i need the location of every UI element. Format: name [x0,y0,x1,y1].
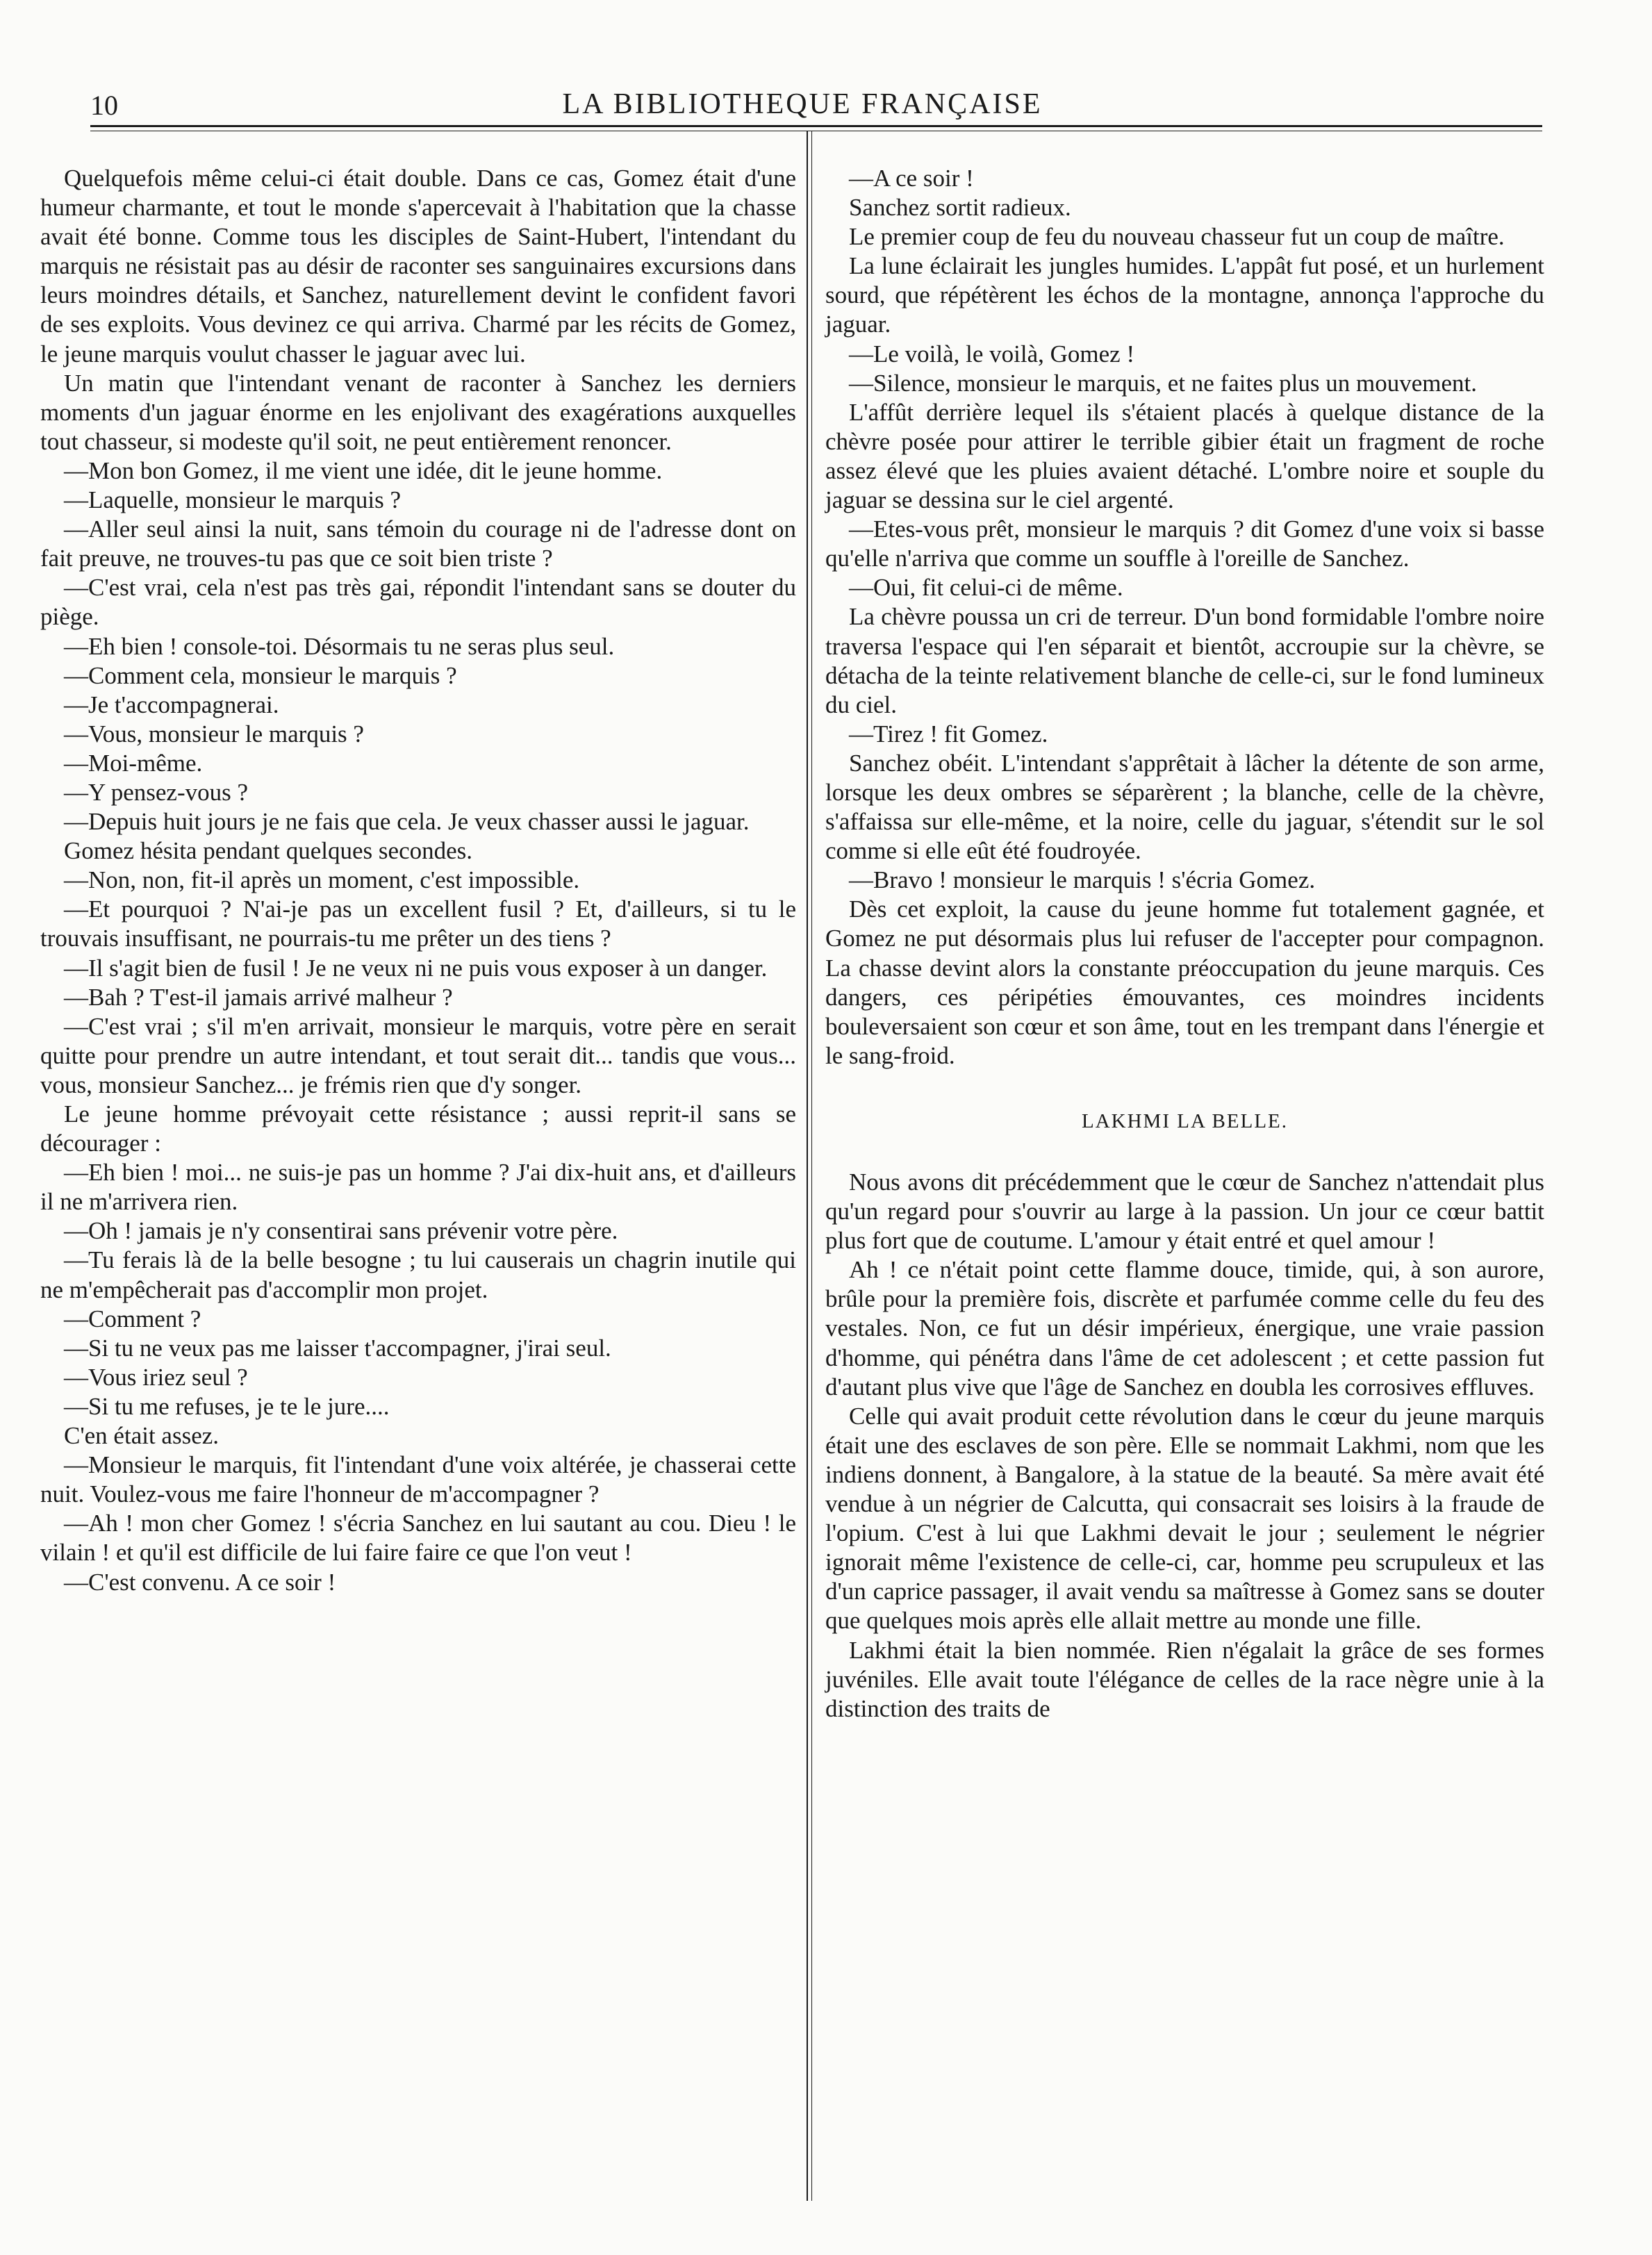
paragraph: La chèvre poussa un cri de terreur. D'un bond formidable l'ombre noire traversa l'espace qui l'en séparait et bientôt, accroupie sur la chèvre, se détacha de la teinte relativement blanche de celle-ci, sur le fond lumineux du ciel. [825,603,1544,718]
header-rule [90,125,1542,127]
paragraph: —Si tu me refuses, je te le jure.... [64,1392,390,1420]
paragraph: —Et pourquoi ? N'ai-je pas un excellent fusil ? Et, d'ailleurs, si tu le trouvais insuffisant, ne pourrais-tu me prêter un des tiens ? [40,895,796,952]
paragraph: —Oh ! jamais je n'y consentirai sans prévenir votre père. [64,1217,618,1245]
paragraph: —Aller seul ainsi la nuit, sans témoin du courage ni de l'adresse dont on fait preuve, ne trouves-tu pas que ce soit bien triste ? [40,515,796,572]
paragraph: —Tu ferais là de la belle besogne ; tu lui causerais un chagrin inutile qui ne m'empêcherait pas d'accomplir mon projet. [40,1246,796,1303]
paragraph: —C'est vrai, cela n'est pas très gai, répondit l'intendant sans se douter du piège. [40,574,796,631]
paragraph: Le premier coup de feu du nouveau chasseur fut un coup de maître. [849,223,1505,251]
paragraph: —Silence, monsieur le marquis, et ne faites plus un mouvement. [849,369,1477,397]
page-number: 10 [90,90,118,121]
running-title: LA BIBLIOTHEQUE FRANÇAISE [562,88,1043,120]
paragraph: —Comment cela, monsieur le marquis ? [64,661,457,689]
column-divider [807,131,808,2201]
paragraph: Quelquefois même celui-ci était double. Dans ce cas, Gomez était d'une humeur charmante, et tout le monde s'apercevait à l'habitation que la chasse avait été bonne. Comme tous les disciples de Saint-Hubert, l'intendant du marquis ne résistait pas au désir de raconter ses sanguinaires excursions dans leurs moindres détails, et Sanchez, naturellement devint le confident favori de ses exploits. Vous devinez ce qui arriva. Charmé par les récits de Gomez, le jeune marquis voulut chasser le jaguar avec lui. [40,165,796,367]
page-header [90,82,1514,124]
paragraph: —Il s'agit bien de fusil ! Je ne veux ni ne puis vous exposer à un danger. [64,954,768,982]
paragraph: —Y pensez-vous ? [64,778,249,806]
paragraph: —Eh bien ! moi... ne suis-je pas un homme ? J'ai dix-huit ans, et d'ailleurs il ne m'arrivera rien. [40,1159,796,1216]
right-column [825,164,1544,1724]
paragraph: —Je t'accompagnerai. [64,691,279,718]
section-heading: LAKHMI LA BELLE. [1082,1109,1288,1132]
paragraph: Lakhmi était la bien nommée. Rien n'égalait la grâce de ses formes juvéniles. Elle avait toute l'élégance de celles de la race nègre unie à la distinction des traits de [825,1636,1544,1722]
paragraph: —Etes-vous prêt, monsieur le marquis ? dit Gomez d'une voix si basse qu'elle n'arriva que comme un souffle à l'oreille de Sanchez. [825,515,1544,572]
paragraph: Celle qui avait produit cette révolution dans le cœur du jeune marquis était une des esclaves de son père. Elle se nommait Lakhmi, nom que les indiens donnent, à Bangalore, à la statue de la beauté. Sa mère avait été vendue à un négrier de Calcutta, qui consacrait ses loisirs à la fraude de l'opium. C'est à lui que Lakhmi devait le jour ; seulement le négrier ignorait même l'existence de celle-ci, car, homme peu scrupuleux et las d'un caprice passager, il avait vendu sa maîtresse à Gomez sans se douter que quelques mois après elle allait mettre au monde une fille. [825,1402,1544,1635]
paragraph: —Bah ? T'est-il jamais arrivé malheur ? [64,983,453,1011]
paragraph: —Laquelle, monsieur le marquis ? [64,486,401,514]
paragraph: Sanchez sortit radieux. [849,194,1071,222]
paragraph: La lune éclairait les jungles humides. L'appât fut posé, et un hurlement sourd, que répétèrent les échos de la montagne, annonça l'approche du jaguar. [825,252,1544,338]
paragraph: —Ah ! mon cher Gomez ! s'écria Sanchez en lui sautant au cou. Dieu ! le vilain ! et qu'il est difficile de lui faire faire ce que l'on veut ! [40,1510,796,1567]
paragraph: Nous avons dit précédemment que le cœur de Sanchez n'attendait plus qu'un regard pour s'ouvrir au large à la passion. Un jour ce cœur battit plus fort que de coutume. L'amour y était entré et quel amour ! [825,1168,1544,1255]
paragraph: —Le voilà, le voilà, Gomez ! [849,340,1135,367]
paragraph: —Tirez ! fit Gomez. [849,720,1048,747]
paragraph: Un matin que l'intendant venant de raconter à Sanchez les derniers moments d'un jaguar énorme en les enjolivant des exagérations auxquelles tout chasseur, si modeste qu'il soit, ne peut entièrement renoncer. [40,369,796,455]
paragraph: —Non, non, fit-il après un moment, c'est impossible. [64,866,580,894]
paragraph: —Vous iriez seul ? [64,1363,248,1391]
paragraph: —A ce soir ! [849,165,974,192]
paragraph: —Depuis huit jours je ne fais que cela. Je veux chasser aussi le jaguar. [64,808,750,836]
paragraph: —Bravo ! monsieur le marquis ! s'écria Gomez. [849,866,1316,894]
paragraph: —Vous, monsieur le marquis ? [64,720,364,747]
left-column [40,164,796,1597]
paragraph: —Comment ? [64,1305,201,1332]
paragraph: Le jeune homme prévoyait cette résistance ; aussi reprit-il sans se décourager : [40,1100,796,1157]
paragraph: —C'est vrai ; s'il m'en arrivait, monsieur le marquis, votre père en serait quitte pour prendre un autre intendant, et tout serait dit... tandis que vous... vous, monsieur Sanchez... je frémis rien que d'y songer. [40,1012,796,1098]
paragraph: Ah ! ce n'était point cette flamme douce, timide, qui, à son aurore, brûle pour la première fois, discrète et parfumée comme celle du feu des vestales. Non, ce fut un désir impérieux, énergique, une vraie passion d'homme, qui pénétra dans l'âme de cet adolescent ; et cette passion fut d'autant plus vive que l'âge de Sanchez en doubla les corrosives effluves. [825,1256,1544,1401]
paragraph: —Monsieur le marquis, fit l'intendant d'une voix altérée, je chasserai cette nuit. Voulez-vous me faire l'honneur de m'accompagner ? [40,1451,796,1508]
paragraph: L'affût derrière lequel ils s'étaient placés à quelque distance de la chèvre posée pour attirer le terrible gibier était un fragment de roche assez élevé que les pluies avaient détaché. L'ombre noire et souple du jaguar se dessina sur le ciel argenté. [825,398,1544,514]
paragraph: —Si tu ne veux pas me laisser t'accompagner, j'irai seul. [64,1334,611,1362]
paragraph: Sanchez obéit. L'intendant s'apprêtait à lâcher la détente de son arme, lorsque les deux ombres se séparèrent ; la blanche, celle de la chèvre, s'affaissa sur elle-même, et la noire, celle du jaguar, s'étendit sur le sol comme si elle eût été foudroyée. [825,749,1544,865]
paragraph: Dès cet exploit, la cause du jeune homme fut totalement gagnée, et Gomez ne put désormais plus lui refuser de l'accepter pour compagnon. La chasse devint alors la constante préoccupation du jeune marquis. Ces dangers, ces péripéties émouvantes, ces moindres incidents bouleversaient son cœur et son âme, tout en les trempant dans l'énergie et le sang-froid. [825,895,1544,1069]
paragraph: C'en était assez. [64,1422,220,1450]
paragraph: —Eh bien ! console-toi. Désormais tu ne seras plus seul. [64,632,615,660]
paragraph: Gomez hésita pendant quelques secondes. [64,837,473,865]
paragraph: —Mon bon Gomez, il me vient une idée, dit le jeune homme. [64,456,663,484]
column-divider-thin [811,131,812,2201]
paragraph: —Moi-même. [64,749,203,777]
paragraph: —C'est convenu. A ce soir ! [64,1568,336,1596]
paragraph: —Oui, fit celui-ci de même. [849,574,1123,602]
